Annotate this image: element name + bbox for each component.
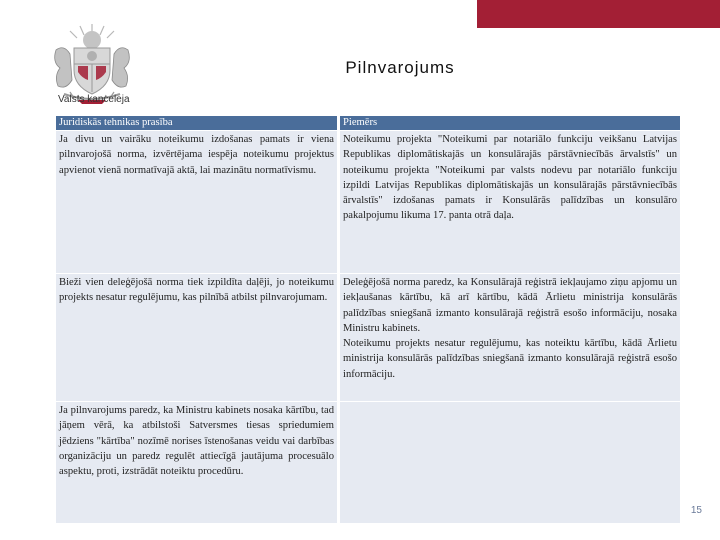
example-paragraph: Noteikumu projekts nesatur regulējumu, kas noteiktu kārtību, kādā Ārlietu ministrija konsulārās palīdzības sniegšanā izmanto konsulārajā reģistrā esošo informāciju.: [343, 338, 677, 380]
logo-text: Valsts kanceleja: [58, 94, 130, 105]
requirements-table: [56, 116, 680, 523]
table-row: [56, 274, 680, 402]
table-row: [56, 402, 680, 524]
page-number: 15: [690, 505, 702, 516]
example-cell: [339, 274, 681, 402]
example-paragraph: Noteikumu projekta "Noteikumi par notariālo funkciju veikšanu Latvijas Republikas diplomātiskajās un konsulārajās pārstāvniecībās ārvalstīs" un noteikumu projekta "Noteikumi par valsts nodevu par notariālo funkciju izpildi Latvijas Republikas diplomātiskajās un konsulārajās pārstāvniecībās ārvalstīs" izdošanas pamats ir Konsulārās palīdzības un konsulāro pakalpojumu likuma 17. panta otrā daļa.: [343, 134, 677, 222]
requirement-cell: Ja divu un vairāku noteikumu izdošanas pamats ir viena pilnvarojošā norma, izvērtējama iespēja noteikumu projektus apvienot vienā normatīvajā aktā, lai mazinātu normatīvismu.: [56, 131, 339, 274]
example-paragraph: Deleģējošā norma paredz, ka Konsulārajā reģistrā iekļaujamo ziņu apjomu un iekļaušanas kārtību, kā arī kārtību, kādā Ārlietu ministrija konsulārās palīdzības sniegšanā izmanto konsulārajā reģistrā esošo informāciju, nosaka Ministru kabinets.: [343, 277, 677, 334]
example-cell: [339, 131, 681, 274]
column-header-example: Piemērs: [339, 116, 681, 131]
column-header-requirement: Juridiskās tehnikas prasība: [56, 116, 339, 131]
table-row: [56, 131, 680, 274]
table-header-row: [56, 116, 680, 131]
requirement-cell: Ja pilnvarojums paredz, ka Ministru kabinets nosaka kārtību, tad jāņem vērā, ka atbilstoši Satversmes tiesas spriedumiem jēdziens "kārtība" nozīmē norises īstenošanas veidu vai darbības organizāciju un paredz regulēt attiecīgā jautājuma procesuālo aspektu, proti, izstrādāt noteiktu procedūru.: [56, 402, 339, 524]
page-title: Pilnvarojums: [345, 58, 455, 77]
example-cell-empty: [339, 402, 681, 524]
header-accent-bar: [477, 0, 720, 28]
requirement-cell: Bieži vien deleģējošā norma tiek izpildīta daļēji, jo noteikumu projekts nesatur regulējumu, kas pilnībā atbilst pilnvarojumam.: [56, 274, 339, 402]
